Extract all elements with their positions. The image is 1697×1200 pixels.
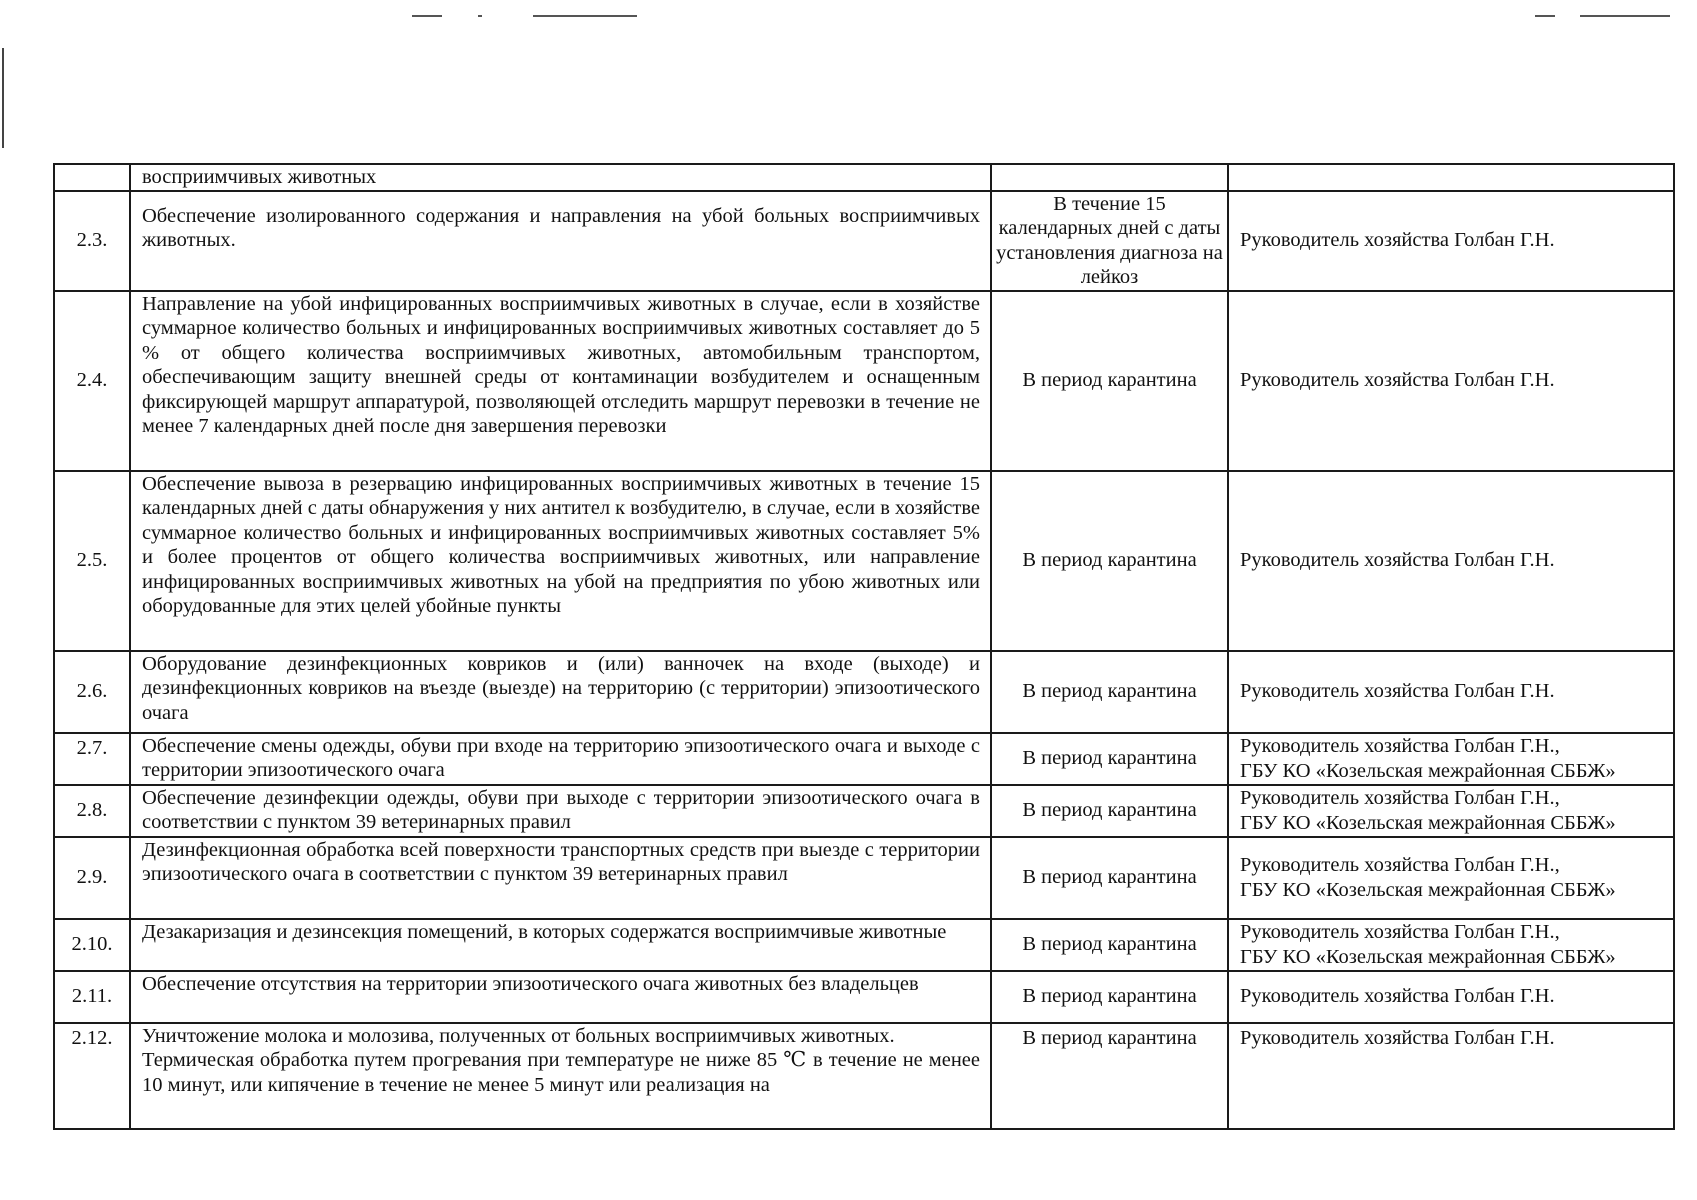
scan-artifact xyxy=(478,15,482,17)
row-term: В течение 15 календарных дней с даты установления диагноза на лейкоз xyxy=(991,191,1228,291)
row-responsible xyxy=(1228,191,1674,291)
row-description xyxy=(130,651,991,733)
responsible-line: Руководитель хозяйства Голбан Г.Н. xyxy=(1240,229,1555,252)
row-term: В период карантина xyxy=(991,919,1228,971)
row-term: В период карантина xyxy=(991,785,1228,837)
scan-edge-line xyxy=(2,48,4,148)
description-text: Обеспечение вывоза в резервацию инфицированных восприимчивых животных в течение 15 календарных дней с даты обнаружения у них антител к возбудителю, в случае, если в хозяйстве суммарное количество больных и инфицированных восприимчивых животных составляет 5% и более процентов от общего количества восприимчивых животных, или направление инфицированных восприимчивых животных на убой на предприятия по убою животных или оборудованные для этих целей убойные пункты xyxy=(142,472,980,617)
row-term: В период карантина xyxy=(991,291,1228,471)
row-number xyxy=(54,164,130,191)
responsible-line: Руководитель хозяйства Голбан Г.Н. xyxy=(1240,680,1555,703)
responsible-line: Руководитель хозяйства Голбан Г.Н. xyxy=(1240,1026,1555,1049)
row-responsible xyxy=(1228,971,1674,1023)
row-description xyxy=(130,837,991,919)
responsible-line: Руководитель хозяйства Голбан Г.Н., xyxy=(1240,787,1560,809)
description-text: Обеспечение дезинфекции одежды, обуви при выходе с территории эпизоотического очага в соответствии с пунктом 39 ветеринарных правил xyxy=(142,786,980,833)
scan-artifact xyxy=(533,15,637,17)
row-term xyxy=(991,164,1228,191)
table-row xyxy=(54,164,1674,191)
row-description xyxy=(130,471,991,651)
responsible-line: Руководитель хозяйства Голбан Г.Н., xyxy=(1240,735,1560,757)
description-text: восприимчивых животных xyxy=(142,166,377,188)
row-number: 2.7. xyxy=(54,733,130,785)
row-term: В период карантина xyxy=(991,651,1228,733)
row-responsible xyxy=(1228,291,1674,471)
row-number: 2.10. xyxy=(54,919,130,971)
description-text: Обеспечение изолированного содержания и направления на убой больных восприимчивых животных. xyxy=(142,204,980,251)
table-row xyxy=(54,1023,1674,1129)
table-row xyxy=(54,971,1674,1023)
measures-table xyxy=(53,163,1675,1130)
row-description xyxy=(130,191,991,291)
responsible-line: ГБУ КО «Козельская межрайонная СББЖ» xyxy=(1240,811,1616,834)
table-row xyxy=(54,919,1674,971)
row-responsible xyxy=(1228,651,1674,733)
row-term: В период карантина xyxy=(991,1023,1228,1129)
row-number: 2.8. xyxy=(54,785,130,837)
row-number: 2.5. xyxy=(54,471,130,651)
description-text: Термическая обработка путем прогревания при температуре не ниже 85 ℃ в течение не менее 10 минут, или кипячение в течение не менее 5 минут или реализация на xyxy=(142,1049,980,1096)
responsible-line: Руководитель хозяйства Голбан Г.Н. xyxy=(1240,549,1555,572)
description-text: Обеспечение отсутствия на территории эпизоотического очага животных без владельцев xyxy=(142,972,919,995)
row-term: В период карантина xyxy=(991,837,1228,919)
row-number: 2.9. xyxy=(54,837,130,919)
row-number: 2.3. xyxy=(54,191,130,291)
description-text: Оборудование дезинфекционных ковриков и (или) ванночек на входе (выходе) и дезинфекционных ковриков на въезде (выезде) на территорию (с территории) эпизоотического очага xyxy=(142,652,980,724)
row-number: 2.11. xyxy=(54,971,130,1023)
row-responsible xyxy=(1228,471,1674,651)
table-row xyxy=(54,651,1674,733)
table-row xyxy=(54,471,1674,651)
row-term: В период карантина xyxy=(991,971,1228,1023)
row-description xyxy=(130,1023,991,1129)
table-row xyxy=(54,733,1674,785)
responsible-line: Руководитель хозяйства Голбан Г.Н., xyxy=(1240,921,1560,943)
responsible-line: ГБУ КО «Козельская межрайонная СББЖ» xyxy=(1240,759,1616,782)
table-row xyxy=(54,291,1674,471)
row-responsible xyxy=(1228,919,1674,971)
row-term: В период карантина xyxy=(991,471,1228,651)
description-text: Дезинфекционная обработка всей поверхности транспортных средств при выезде с территории эпизоотического очага в соответствии с пунктом 39 ветеринарных правил xyxy=(142,838,980,885)
row-responsible xyxy=(1228,164,1674,191)
row-term: В период карантина xyxy=(991,733,1228,785)
responsible-line: ГБУ КО «Козельская межрайонная СББЖ» xyxy=(1240,878,1616,901)
row-description xyxy=(130,971,991,1023)
table-row xyxy=(54,837,1674,919)
row-description xyxy=(130,785,991,837)
scan-artifact xyxy=(1580,15,1670,17)
description-text: Уничтожение молока и молозива, полученных от больных восприимчивых животных. xyxy=(142,1024,895,1047)
row-responsible xyxy=(1228,785,1674,837)
table-row xyxy=(54,785,1674,837)
row-description xyxy=(130,164,991,191)
row-description xyxy=(130,291,991,471)
row-description xyxy=(130,733,991,785)
scan-artifact xyxy=(412,15,442,17)
row-responsible xyxy=(1228,837,1674,919)
row-number: 2.4. xyxy=(54,291,130,471)
responsible-line: Руководитель хозяйства Голбан Г.Н., xyxy=(1240,854,1560,876)
row-number: 2.6. xyxy=(54,651,130,733)
row-responsible xyxy=(1228,1023,1674,1129)
description-text: Обеспечение смены одежды, обуви при входе на территорию эпизоотического очага и выходе с территории эпизоотического очага xyxy=(142,734,980,781)
table-row xyxy=(54,191,1674,291)
row-number: 2.12. xyxy=(54,1023,130,1129)
description-text: Дезакаризация и дезинсекция помещений, в которых содержатся восприимчивые животные xyxy=(142,920,947,943)
scan-artifact xyxy=(1535,15,1555,17)
row-description xyxy=(130,919,991,971)
responsible-line: Руководитель хозяйства Голбан Г.Н. xyxy=(1240,985,1555,1008)
description-text: Направление на убой инфицированных восприимчивых животных в случае, если в хозяйстве суммарное количество больных и инфицированных восприимчивых животных составляет до 5 % от общего количества восприимчивых животных, автомобильным транспортом, обеспечивающим защиту внешней среды от контаминации возбудителем и оснащенным фиксирующей маршрут аппаратурой, позволяющей отследить маршрут перевозки в течение не менее 7 календарных дней после дня завершения перевозки xyxy=(142,292,980,437)
responsible-line: Руководитель хозяйства Голбан Г.Н. xyxy=(1240,369,1555,392)
responsible-line: ГБУ КО «Козельская межрайонная СББЖ» xyxy=(1240,945,1616,968)
row-responsible xyxy=(1228,733,1674,785)
